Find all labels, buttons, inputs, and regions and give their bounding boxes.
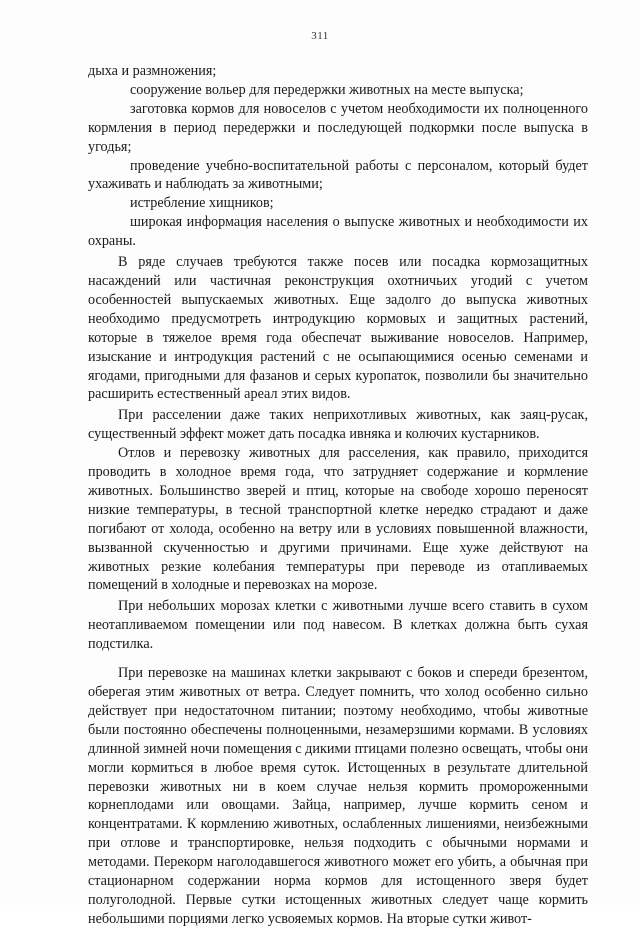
body-text [88,62,588,929]
paragraph-planting: В ряде случаев требуются также посев или посадка кормозащитных насаждений или частичная реконструкция охотничьих угодий с учетом особенностей выпускаемых животных. Еще задолго до выпуска животных необходимо предусмотреть интродукцию кормовых и защитных растений, которые в тяжелое время года обеспечат выживание новоселов. Например, изыскание и интродукция растений с не осыпающимися осенью семенами и ягодами, пригодными для фазанов и серых куропаток, позволили бы значительно расширить естественный ареал этих видов. [88,254,588,403]
list-item-feed-preparation: заготовка кормов для новоселов с учетом необходимости их полноценного кормления в период передержки и последующей подкормки после выпуска в угодья; [88,100,588,155]
list-item-staff-training: проведение учебно-воспитательной работы с персоналом, который будет ухаживать и наблюдать за животными; [88,157,588,193]
paragraph-continuation: дыха и размножения; [88,63,217,79]
paragraph-light-frost: При небольших морозах клетки с животными лучше всего ставить в сухом неотапливаемом помещении или под навесом. В клетках должна быть сухая подстилка. [88,598,588,653]
page-number: 311 [311,30,329,42]
list-item-enclosures: сооружение вольер для передержки животных на месте выпуска; [130,81,524,98]
list-item-predator-control: истребление хищников; [130,195,274,212]
paragraph-capture-transport: Отлов и перевозку животных для расселения, как правило, приходится проводить в холодное время года, что затрудняет содержание и кормление животных. Большинство зверей и птиц, которые на свободе хорошо переносят низкие температуры, в тесной транспортной клетке нередко страдают и даже погибают от холода, особенно на ветру или в условиях повышенной влажности, вызванной скученностью и другими причинами. Еще хуже действуют на животных резкие колебания температуры при переводе из отапливаемых помещений в холодные и перевозках на морозе. [88,445,588,594]
list-item-public-information: широкая информация населения о выпуске животных и необходимости их охраны. [88,214,588,250]
paragraph-vehicle-transport: При перевозке на машинах клетки закрывают с боков и спереди брезентом, оберегая этим животных от ветра. Следует помнить, что холод особенно сильно действует при недостаточном питании; поэтому необходимо, чтобы животные были постоянно обеспечены полноценными, незамерзшими кормами. В условиях длинной зимней ночи помещения с дикими птицами полезно освещать, чтобы они могли кормиться в любое время суток. Истощенных в результате длительной перевозки животных ни в коем случае нельзя кормить промороженными корнеплодами или овощами. Зайца, например, лучше кормить сеном и концентратами. К кормлению животных, ослабленных лишениями, неизбежными при отлове и транспортировке, нельзя подходить с обычными нормами и методами. Перекорм наголодавшегося животного может его убить, а обычная при стационарном содержании норма кормов для истощенного зверя будет полуголодной. Первые сутки истощенных животных следует чаще кормить небольшими порциями легко усвояемых кормов. На вторые сутки живот- [88,665,588,927]
paragraph-hare-resettlement: При расселении даже таких неприхотливых животных, как заяц-русак, существенный эффект может дать посадка ивняка и колючих кустарников. [88,407,588,443]
